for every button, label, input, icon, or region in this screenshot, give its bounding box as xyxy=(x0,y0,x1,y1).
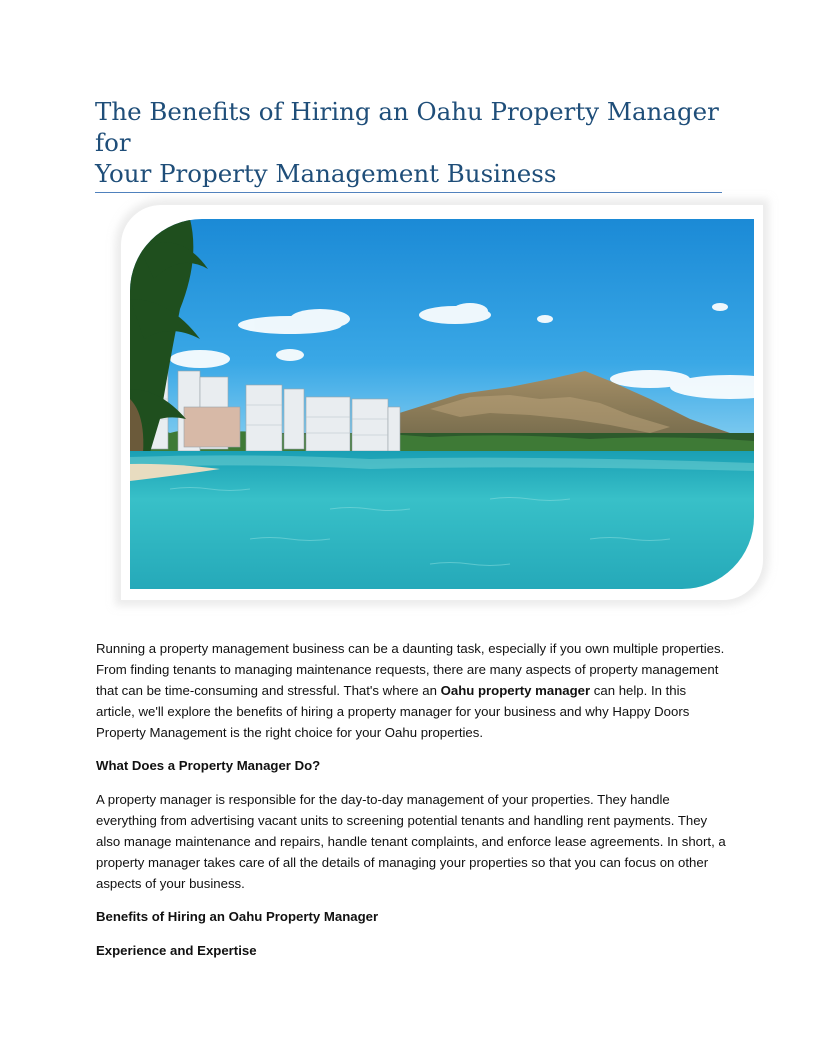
title-line-2: Your Property Management Business xyxy=(95,159,557,188)
intro-text-1: Running a property management business can be a daunting task, especially if you own multiple properties. From finding tenants to managing maintenance requests, there are many aspects of property management that can be time-consuming and stressful. That's where an xyxy=(96,641,725,698)
title-line-1: The Benefits of Hiring an Oahu Property Manager for xyxy=(95,97,719,157)
intro-paragraph xyxy=(96,638,726,743)
article-body xyxy=(96,638,726,974)
section-heading-experience: Experience and Expertise xyxy=(96,943,257,958)
section-heading-what-does: What Does a Property Manager Do? xyxy=(96,758,321,773)
intro-keyword: Oahu property manager xyxy=(440,683,591,698)
section-heading-benefits: Benefits of Hiring an Oahu Property Manager xyxy=(96,909,379,924)
paragraph-duties: A property manager is responsible for the day-to-day management of your properties. They handle everything from advertising vacant units to screening potential tenants and handling rent payments. They also manage maintenance and repairs, handle tenant complaints, and enforce lease agreements. In short, a property manager takes care of all the details of managing your properties so that you can focus on other aspects of your business. xyxy=(96,792,726,891)
intro-text-2: can help. In this article, we'll explore the benefits of hiring a property manager for your business and why Happy Doors Property Management is the right choice for your Oahu properties. xyxy=(96,683,690,740)
page-title xyxy=(95,96,722,193)
hero-photo xyxy=(130,219,754,589)
